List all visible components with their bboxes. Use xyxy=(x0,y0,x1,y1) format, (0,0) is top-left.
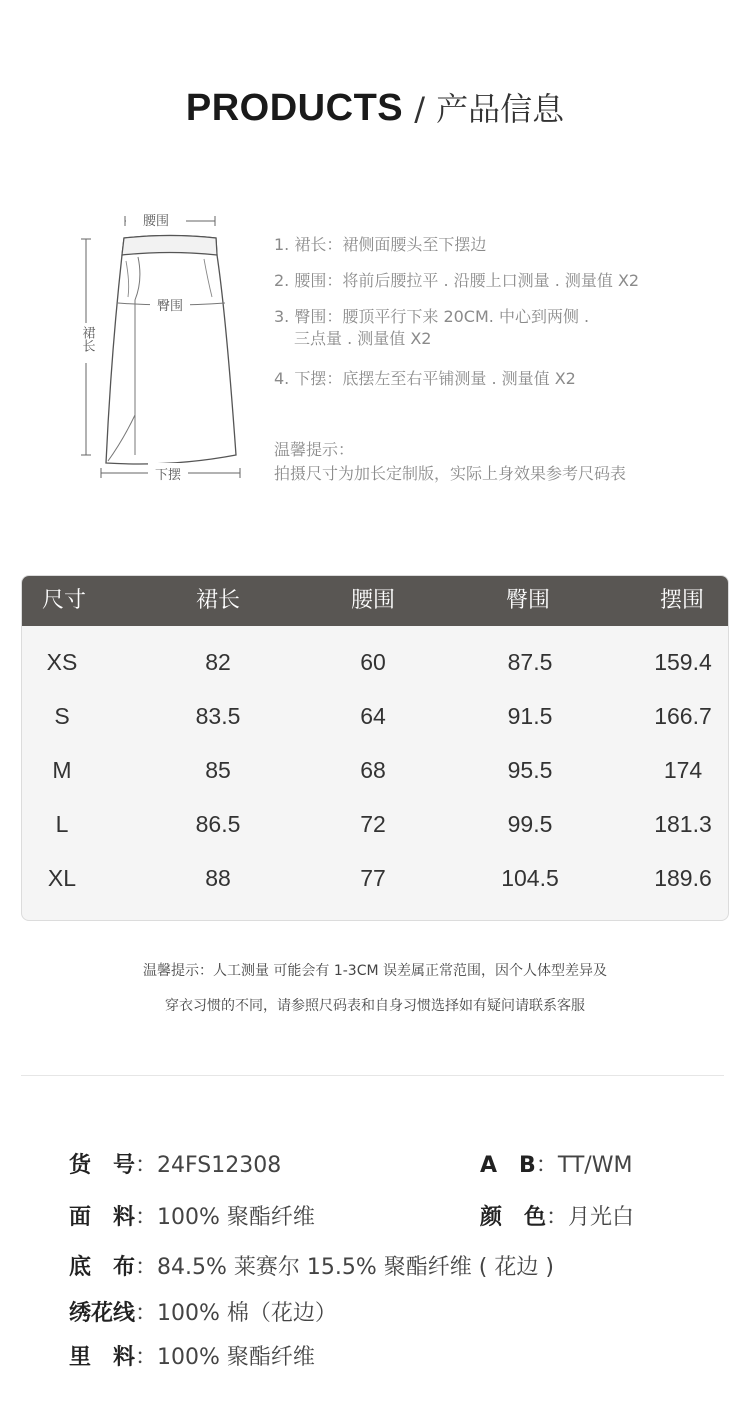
cell-length: 85 xyxy=(205,757,231,783)
spec-color-value: 月光白 xyxy=(568,1205,635,1230)
note-hem: 4. 下摆：底摆左至右平铺测量 . 测量值 X2 xyxy=(274,369,576,388)
spec-base: 底 布：84.5% 莱赛尔 15.5% 聚酯纤维 ( 花边 ) xyxy=(69,1255,554,1280)
header-size: 尺寸 xyxy=(42,588,87,613)
cell-hip: 87.5 xyxy=(507,649,553,675)
spec-ab-label: A B xyxy=(480,1153,536,1178)
measurement-notes xyxy=(274,234,734,404)
photo-tip xyxy=(274,438,626,486)
cell-waist: 77 xyxy=(360,865,386,891)
spec-item-no-label: 货 号 xyxy=(69,1153,136,1178)
cell-length: 86.5 xyxy=(195,811,241,837)
spec-lining-value: 100% 聚酯纤维 xyxy=(157,1345,315,1370)
cell-hip: 91.5 xyxy=(507,703,553,729)
cell-hip: 104.5 xyxy=(501,865,559,891)
spec-embroidery-label: 绣花线 xyxy=(69,1301,136,1326)
cell-size: S xyxy=(54,703,70,729)
note-length: 1. 裙长：裙侧面腰头至下摆边 xyxy=(274,235,487,254)
disclaimer-line-1: 温馨提示：人工测量 可能会有 1-3CM 误差属正常范围，因个人体型差异及 xyxy=(142,963,608,979)
cell-size: XS xyxy=(46,649,78,675)
spec-fabric-value: 100% 聚酯纤维 xyxy=(157,1205,315,1230)
note-hip-cont: 三点量 . 测量值 X2 xyxy=(294,329,432,348)
waist-label: 腰围 xyxy=(142,214,170,229)
title-cn: 产品信息 xyxy=(436,90,565,128)
spec-ab: A B：TT/WM xyxy=(480,1153,633,1178)
cell-length: 88 xyxy=(205,865,231,891)
cell-length: 82 xyxy=(205,649,231,675)
spec-item-no: 货 号：24FS12308 xyxy=(69,1153,282,1178)
cell-waist: 72 xyxy=(360,811,386,837)
size-table-header xyxy=(22,576,728,626)
cell-waist: 64 xyxy=(360,703,386,729)
cell-waist: 60 xyxy=(360,649,386,675)
size-table xyxy=(21,575,729,921)
spec-embroidery-value: 100% 棉（花边） xyxy=(157,1301,337,1326)
spec-lining-label: 里 料 xyxy=(69,1345,136,1370)
tip-title: 温馨提示： xyxy=(274,440,355,459)
skirt-diagram xyxy=(78,205,248,485)
length-label: 裙长 xyxy=(79,326,95,352)
hip-label: 臀围 xyxy=(156,299,184,314)
header-hem: 摆围 xyxy=(660,588,705,613)
spec-item-no-value: 24FS12308 xyxy=(157,1153,282,1178)
note-hip: 3. 臀围：腰顶平行下来 20CM. 中心到两侧 . xyxy=(274,307,590,326)
hem-label: 下摆 xyxy=(154,468,182,483)
table-row xyxy=(22,851,729,905)
spec-base-label: 底 布 xyxy=(69,1255,136,1280)
cell-size: XL xyxy=(47,865,77,891)
table-row xyxy=(22,689,729,743)
cell-hip: 95.5 xyxy=(507,757,553,783)
cell-hem: 159.4 xyxy=(654,649,712,675)
cell-hip: 99.5 xyxy=(507,811,553,837)
cell-hem: 174 xyxy=(663,757,703,783)
title-en: PRODUCTS xyxy=(185,87,404,129)
cell-hem: 189.6 xyxy=(654,865,712,891)
disclaimer-line-2: 穿衣习惯的不同，请参照尺码表和自身习惯选择如有疑问请联系客服 xyxy=(165,998,585,1014)
table-row xyxy=(22,797,729,851)
cell-hem: 181.3 xyxy=(654,811,712,837)
spec-fabric-label: 面 料 xyxy=(69,1205,136,1230)
spec-ab-value: TT/WM xyxy=(557,1153,633,1178)
title-separator: / xyxy=(414,90,425,128)
header-waist: 腰围 xyxy=(351,588,396,613)
note-waist: 2. 腰围：将前后腰拉平 . 沿腰上口测量 . 测量值 X2 xyxy=(274,271,640,290)
spec-base-value: 84.5% 莱赛尔 15.5% 聚酯纤维 ( 花边 ) xyxy=(157,1255,554,1280)
header-length: 裙长 xyxy=(196,588,241,613)
spec-color: 颜 色：月光白 xyxy=(480,1205,635,1230)
spec-fabric: 面 料：100% 聚酯纤维 xyxy=(69,1205,315,1230)
cell-hem: 166.7 xyxy=(654,703,712,729)
header-hip: 臀围 xyxy=(506,588,551,613)
cell-length: 83.5 xyxy=(195,703,241,729)
table-row xyxy=(22,743,729,797)
table-row xyxy=(22,635,729,689)
cell-size: L xyxy=(55,811,69,837)
spec-color-label: 颜 色 xyxy=(480,1205,547,1230)
spec-embroidery: 绣花线：100% 棉（花边） xyxy=(69,1301,337,1326)
tip-text: 拍摄尺寸为加长定制版，实际上身效果参考尺码表 xyxy=(274,464,627,483)
spec-lining: 里 料：100% 聚酯纤维 xyxy=(69,1345,315,1370)
cell-waist: 68 xyxy=(360,757,386,783)
cell-size: M xyxy=(52,757,72,783)
section-divider xyxy=(21,1075,724,1076)
page-title xyxy=(0,84,750,130)
